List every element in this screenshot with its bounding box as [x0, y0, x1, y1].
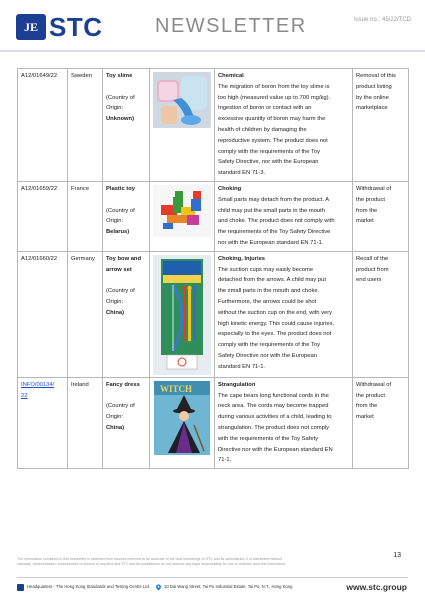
ref-cell: [18, 377, 68, 468]
disclaimer: [17, 557, 347, 567]
ref-link[interactable]: INFO/00134/: [21, 381, 55, 388]
measure-cell: [353, 251, 409, 377]
origin-label: Origin:: [106, 414, 124, 421]
risk-cell: [215, 251, 353, 377]
risk-cell: [215, 181, 353, 251]
logo-text: STC: [49, 12, 103, 42]
image-cell: [150, 377, 215, 468]
risk-line: standard EN 71-3.: [218, 170, 266, 177]
risk-line: Furthermore, the arrows could be shot: [218, 298, 317, 305]
table-row: [18, 251, 409, 377]
origin-value: China): [106, 424, 125, 431]
recall-table: [17, 68, 409, 469]
risk-line: comply with the requirements of the Toy: [218, 148, 321, 155]
risk-line: health of children by damaging the: [218, 126, 307, 133]
country-cell: [68, 181, 103, 251]
image-cell: [150, 69, 215, 182]
table-row: [18, 69, 409, 182]
risk-line: Small parts may detach from the product. A: [218, 196, 330, 203]
risk-line: child may put the small parts in the mouth: [218, 207, 325, 214]
risk-line: nor with the European standard EN 71-1.: [218, 239, 324, 246]
country-cell: [68, 69, 103, 182]
measure-line: Removal of this: [356, 73, 396, 79]
table-row: [18, 181, 409, 251]
risk-line: without the suction cup on the end, with very: [218, 309, 333, 316]
ref-cell: [18, 251, 68, 377]
risk-line: high kinetic energy. This could cause injuries,: [218, 320, 335, 327]
risk-line: The migration of boron from the toy slime is: [218, 83, 330, 90]
toy-slime-photo: [153, 72, 211, 128]
country: Ireland: [71, 381, 89, 388]
risk-line: 71-1.: [218, 457, 232, 464]
measure-line: from the: [356, 403, 378, 410]
stc-logo: [16, 12, 103, 42]
risk-line: the requirements of the Toy Safety Directive: [218, 229, 331, 236]
product-name: arrow set: [106, 266, 132, 273]
risk-title: Choking, Injuries: [218, 255, 266, 262]
newsletter-title: NEWSLETTER: [155, 15, 307, 37]
risk-line: Ingestion of boron or contact with an: [218, 105, 312, 112]
product-cell: [103, 181, 150, 251]
risk-line: comply with the requirements of the Toy: [218, 342, 321, 349]
country: Germany: [71, 255, 95, 262]
disclaimer-line: warranty, representation, endorsement or licence of any kind and STC and its subsidiaries do not assume any legal responsibility for use or reliance upon the information.: [17, 562, 287, 566]
headquarters-text: Headquarters - The Hong Kong Standards and Testing Centre Ltd.: [27, 584, 150, 589]
image-cell: [150, 181, 215, 251]
measure-cell: [353, 69, 409, 182]
origin-value: China): [106, 309, 125, 316]
country-cell: [68, 251, 103, 377]
risk-title: Strangulation: [218, 381, 256, 388]
origin-value: Belarus): [106, 229, 130, 236]
logo-badge: JE: [16, 14, 46, 40]
measure-line: market: [356, 414, 374, 421]
measure-line: end users: [356, 277, 382, 284]
measure-line: product from: [356, 266, 389, 273]
origin-label: Origin:: [106, 298, 124, 305]
risk-line: too high (measured value up to 700 mg/kg).: [218, 94, 331, 101]
building-icon: [17, 584, 24, 591]
risk-line: strangulation. The product does not comply: [218, 424, 330, 431]
bow-arrow-set-photo: [153, 255, 211, 375]
table-row: [18, 377, 409, 468]
issue-number: [352, 17, 411, 23]
risk-line: the small parts in the mouth and choke.: [218, 288, 320, 295]
witch-costume-label: WITCH: [160, 383, 193, 394]
disclaimer-line: The information contained in this newsletter is obtained from sources believed to be accurate to the best knowledge of STC and its subsidiaries. It is distributed without: [17, 557, 282, 561]
product-cell: [103, 377, 150, 468]
ref-cell: [18, 69, 68, 182]
risk-title: Chemical: [218, 73, 244, 79]
measure-line: market: [356, 218, 374, 225]
origin-label: (Country of: [106, 94, 135, 101]
origin-label: Origin:: [106, 218, 124, 225]
risk-cell: [215, 377, 353, 468]
address-text: 10 Dai Wang Street, Tai Po Industrial Estate, Tai Po, N.T., Hong Kong: [164, 584, 293, 589]
origin-label: Origin:: [106, 105, 124, 112]
product-name: Plastic toy: [106, 185, 135, 192]
location-pin-icon: [155, 584, 162, 591]
origin-label: (Country of: [106, 288, 135, 295]
measure-line: product listing: [356, 83, 392, 90]
ref-number: A12/01649/22: [21, 73, 58, 79]
witch-costume-photo: [154, 381, 210, 455]
footer: [0, 577, 425, 600]
image-cell: [150, 251, 215, 377]
website-link[interactable]: www.stc.group: [346, 582, 407, 592]
measure-line: the product: [356, 196, 386, 203]
risk-line: standard EN 71-1.: [218, 363, 266, 370]
risk-line: The cape bears long functional cords in the: [218, 392, 329, 399]
product-cell: [103, 251, 150, 377]
country-cell: [68, 377, 103, 468]
risk-line: Safety Directive nor with the European: [218, 352, 317, 359]
country: France: [71, 185, 90, 192]
risk-line: Safety Directive, nor with the European: [218, 159, 319, 166]
product-name: Toy slime: [106, 73, 133, 79]
risk-line: especially to the eyes. The product does not: [218, 331, 332, 338]
product-cell: [103, 69, 150, 182]
risk-line: The suction cups may easily become: [218, 266, 314, 273]
risk-line: Directive nor with the European standard EN: [218, 446, 333, 453]
risk-line: excessive quantity of boron may harm the: [218, 116, 326, 123]
origin-label: (Country of: [106, 403, 135, 410]
plastic-toy-photo: [153, 185, 213, 237]
footer-divider: [17, 577, 408, 578]
measure-line: Recall of the: [356, 255, 389, 262]
risk-line: during various activities of a child, leading to: [218, 414, 332, 421]
page-number: 13: [393, 552, 401, 559]
risk-cell: [215, 69, 353, 182]
ref-number: A12/01660/22: [21, 255, 58, 262]
risk-line: reproductive system. The product does not: [218, 137, 328, 144]
measure-line: Withdrawal of: [356, 381, 392, 388]
ref-cell: [18, 181, 68, 251]
measure-line: Withdrawal of: [356, 185, 392, 192]
origin-label: (Country of: [106, 207, 135, 214]
issue-value: 45/22/TCD: [381, 17, 411, 23]
risk-line: detached from the arrows. A child may put: [218, 277, 326, 284]
risk-line: neck area. The cords may become trapped: [218, 403, 329, 410]
country: Sweden: [71, 73, 92, 79]
measure-line: the product: [356, 392, 386, 399]
product-name: Toy bow and: [106, 255, 141, 262]
risk-line: with the requirements of the Toy Safety: [218, 435, 319, 442]
origin-value: Unknown): [106, 116, 135, 123]
issue-label: Issue no.:: [353, 17, 380, 23]
measure-line: marketplace: [356, 105, 388, 112]
header-divider: [0, 50, 425, 52]
risk-line: and choke. The product does not comply with: [218, 218, 335, 225]
risk-title: Choking: [218, 185, 242, 192]
measure-line: by the online: [356, 94, 389, 101]
product-name: Fancy dress: [106, 381, 140, 388]
measure-cell: [353, 181, 409, 251]
ref-link[interactable]: 22: [21, 392, 28, 399]
measure-cell: [353, 377, 409, 468]
ref-number: A12/01659/22: [21, 185, 58, 192]
measure-line: from the: [356, 207, 378, 214]
